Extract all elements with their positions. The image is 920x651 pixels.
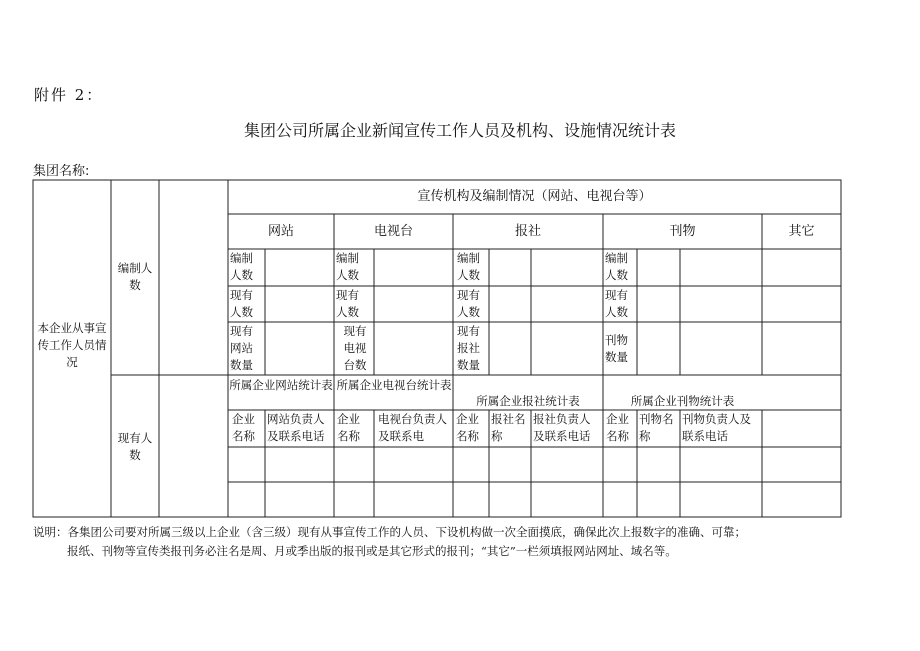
section-header: 宣传机构及编制情况（网站、电视台等）: [417, 189, 652, 204]
category-other: 其它: [788, 224, 815, 239]
paper-staffing-label: 编制人数: [457, 251, 480, 282]
paper-current-label: 现有人数: [457, 288, 480, 319]
col-website-contact: 网站负责人及联系电话: [267, 412, 325, 443]
category-periodical: 刊物: [669, 224, 696, 239]
category-website: 网站: [267, 224, 294, 239]
col-periodical-contact: 刊物负责人及联系电话: [682, 412, 751, 443]
col-tv-contact: 电视台负责人及联系电: [378, 412, 447, 443]
page-title: 集团公司所属企业新闻宣传工作人员及机构、设施情况统计表: [243, 121, 676, 140]
note-line-1: 说明：各集团公司要对所属三级以上企业（含三级）现有从事宣传工作的人员、下设机构做一次全面摸底，确保此次上报数字的准确、可靠；: [33, 525, 746, 539]
staffing-label: 编制人数: [117, 261, 153, 292]
col-paper-name: 报社名称: [491, 412, 526, 443]
tv-current-label: 现有人数: [336, 288, 359, 319]
tv-stats-header: 所属企业电视台统计表: [336, 378, 452, 392]
group-name-label: 集团名称:: [33, 164, 90, 179]
website-count-label: 现有网站数量: [230, 324, 253, 372]
col-website-company: 企业名称: [232, 412, 255, 443]
website-staffing-label: 编制人数: [230, 251, 253, 282]
periodical-staffing-label: 编制人数: [605, 251, 628, 282]
col-paper-contact: 报社负责人及联系电话: [533, 412, 591, 443]
website-stats-header: 所属企业网站统计表: [229, 378, 333, 392]
row-header: 本企业从事宣传工作人员情况: [37, 321, 107, 369]
col-paper-company: 企业名称: [456, 412, 479, 443]
paper-stats-header: 所属企业报社统计表: [476, 394, 580, 408]
website-current-label: 现有人数: [230, 288, 253, 319]
col-tv-company: 企业名称: [337, 412, 360, 443]
attachment-label: 附件 2：: [34, 86, 104, 104]
periodical-current-label: 现有人数: [605, 288, 628, 319]
periodical-stats-header: 所属企业刊物统计表: [630, 394, 735, 408]
note-line-2: 报纸、刊物等宣传类报刊务必注名是周、月或季出版的报刊或是其它形式的报刊；“其它”一栏须填报网站网址、域名等。: [67, 544, 677, 558]
tv-count-label: 现有电视台数: [343, 324, 367, 372]
paper-count-label: 现有报社数量: [457, 324, 480, 372]
category-newspaper: 报社: [514, 224, 541, 239]
tv-staffing-label: 编制人数: [336, 251, 359, 282]
col-periodical-company: 企业名称: [606, 412, 629, 443]
periodical-count-label: 刊物数量: [605, 333, 628, 364]
current-staff-label: 现有人数: [117, 431, 153, 462]
col-periodical-name: 刊物名称: [639, 412, 674, 443]
category-tv: 电视台: [373, 224, 413, 239]
